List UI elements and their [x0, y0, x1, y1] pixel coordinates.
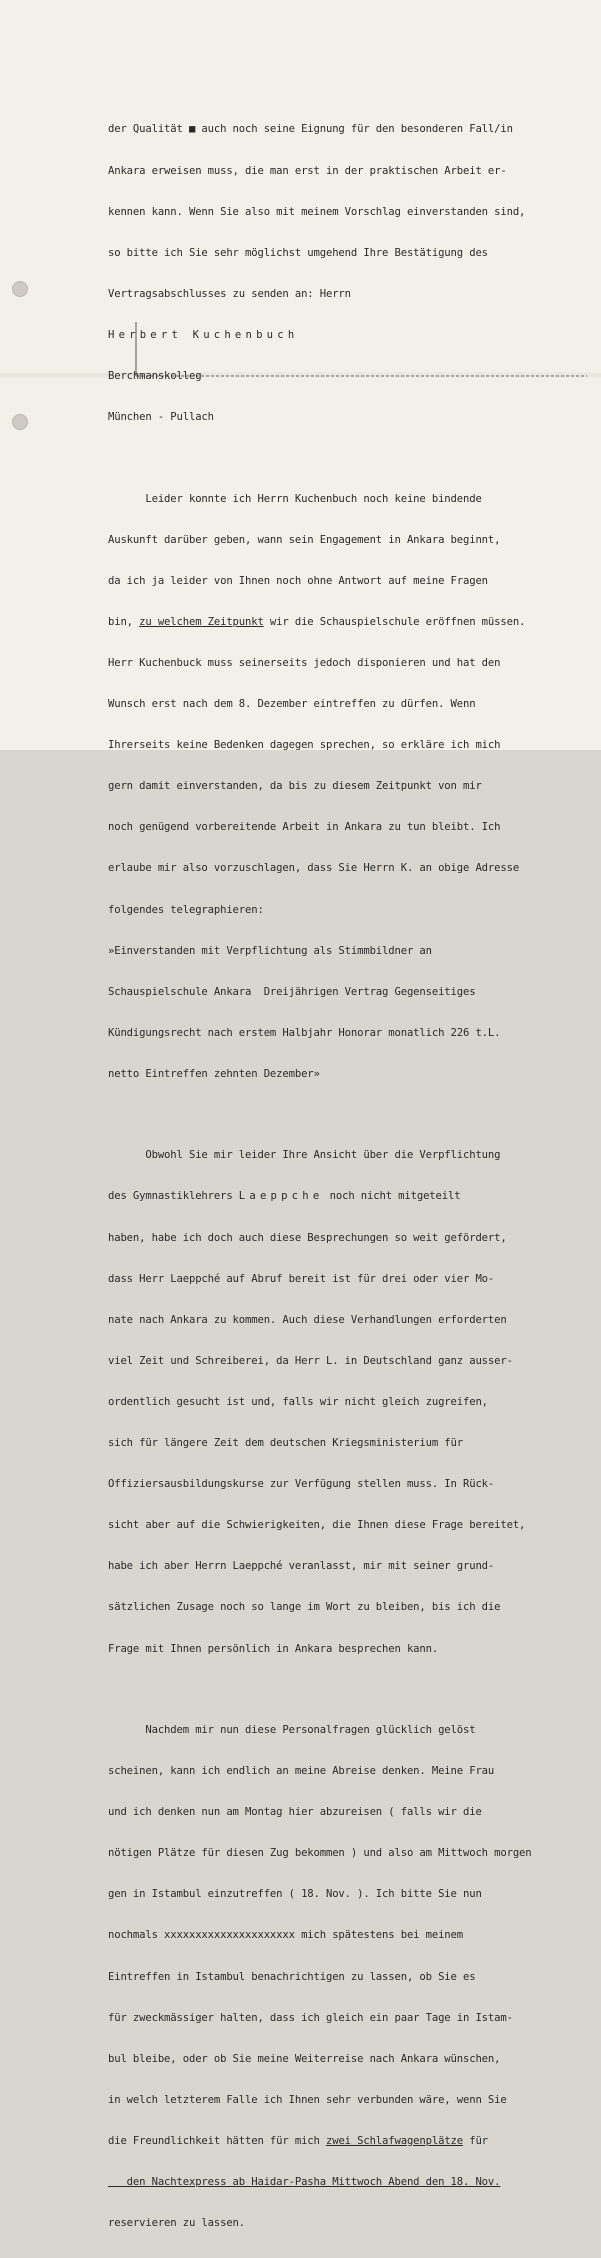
p2-line-5: Herr Kuchenbuck muss seinerseits jedoch disponieren und hat den — [108, 656, 501, 669]
p1-line-4: so bitte ich Sie sehr möglichst umgehend Ihre Bestätigung des — [108, 246, 488, 259]
p2-line-3: da ich ja leider von Ihnen noch ohne Antwort auf meine Fragen — [108, 574, 488, 587]
telegram-line-4: netto Eintreffen zehnten Dezember» — [108, 1067, 320, 1080]
punch-hole-lower — [12, 414, 28, 430]
p4-line-7: Eintreffen in Istambul benachrichtigen zu lassen, ob Sie es — [108, 1970, 476, 1983]
p4-line-3: und ich denken nun am Montag hier abzureisen ( falls wir die — [108, 1806, 482, 1819]
p3-line-8: sich für längere Zeit dem deutschen Kriegsministerium für — [108, 1437, 463, 1450]
p3-line-12: sätzlichen Zusage noch so lange im Wort zu bleiben, bis ich die — [108, 1601, 501, 1614]
p4-line-10: in welch letzterem Falle ich Ihnen sehr verbunden wäre, wenn Sie — [108, 2093, 507, 2106]
p3-line-13: Frage mit Ihnen persönlich in Ankara besprechen kann. — [108, 1642, 439, 1655]
telegram-line-3: Kündigungsrecht nach erstem Halbjahr Honorar monatlich 226 t.L. — [108, 1026, 501, 1039]
teacher-name-spaced: Laeppche — [238, 1190, 324, 1203]
p1-line-5: Vertragsabschlusses zu senden an: Herrn — [108, 287, 351, 300]
p2-line-4-post: wir die Schauspielschule eröffnen müssen. — [263, 615, 526, 628]
p3-line-10: sicht aber auf die Schwierigkeiten, die Ihnen diese Frage bereitet, — [108, 1519, 526, 1532]
address-street: Berchmanskolleg — [108, 369, 202, 382]
p2-line-7: Ihrerseits keine Bedenken dagegen sprechen, so erkläre ich mich — [108, 739, 501, 752]
p3-line-2 — [108, 1190, 578, 1204]
p4-line-2: scheinen, kann ich endlich an meine Abreise denken. Meine Frau — [108, 1765, 495, 1778]
p2-line-9: noch genügend vorbereitende Arbeit in Ankara zu tun bleibt. Ich — [108, 821, 501, 834]
p4-line-9: bul bleibe, oder ob Sie meine Weiterreise nach Ankara wünschen, — [108, 2052, 501, 2065]
p2-line-4 — [108, 616, 578, 630]
p4-line-8: für zweckmässiger halten, dass ich gleich ein paar Tage in Istam- — [108, 2011, 513, 2024]
p3-line-7: ordentlich gesucht ist und, falls wir nicht gleich zugreifen, — [108, 1395, 488, 1408]
address-city: München - Pullach — [108, 411, 214, 424]
address-name: Herbert Kuchenbuch — [108, 328, 299, 341]
p3-line-5: nate nach Ankara zu kommen. Auch diese Verhandlungen erforderten — [108, 1313, 507, 1326]
telegram-line-1: »Einverstanden mit Verpflichtung als Stimmbildner an — [108, 944, 432, 957]
p1-line-1: der Qualität ■ auch noch seine Eignung für den besonderen Fall/in — [108, 123, 513, 136]
p3-line-4: dass Herr Laeppché auf Abruf bereit ist für drei oder vier Mo- — [108, 1272, 495, 1285]
p4-line-11 — [108, 2135, 578, 2149]
p2-line-1: Leider konnte ich Herrn Kuchenbuch noch keine bindende — [108, 492, 482, 505]
p4-line-12: den Nachtexpress ab Haidar-Pasha Mittwoch Abend den 18. Nov. — [108, 2176, 501, 2189]
p4-line-11-post: für — [463, 2134, 488, 2147]
underlined-time-phrase: zu welchem Zeitpunkt — [139, 615, 264, 628]
p4-line-1: Nachdem mir nun diese Personalfragen glücklich gelöst — [108, 1724, 476, 1736]
p4-line-5: gen in Istambul einzutreffen ( 18. Nov. ). Ich bitte Sie nun — [108, 1888, 482, 1901]
p4-line-13: reservieren zu lassen. — [108, 2217, 246, 2230]
p2-line-4-pre: bin, — [108, 615, 140, 628]
letter-body — [108, 96, 578, 2258]
p2-line-6: Wunsch erst nach dem 8. Dezember eintreffen zu dürfen. Wenn — [108, 698, 476, 711]
p1-line-3: kennen kann. Wenn Sie also mit meinem Vorschlag einverstanden sind, — [108, 205, 526, 218]
p3-line-6: viel Zeit und Schreiberei, da Herr L. in Deutschland ganz ausser- — [108, 1354, 513, 1367]
p2-line-10: erlaube mir also vorzuschlagen, dass Sie Herrn K. an obige Adresse — [108, 862, 520, 875]
p3-line-11: habe ich aber Herrn Laeppché veranlasst, mir mit seiner grund- — [108, 1560, 495, 1573]
telegram-line-2: Schauspielschule Ankara Dreijährigen Vertrag Gegenseitiges — [108, 985, 476, 998]
p3-line-2-post: noch nicht mitgeteilt — [323, 1190, 461, 1203]
p2-line-8: gern damit einverstanden, da bis zu diesem Zeitpunkt von mir — [108, 780, 482, 793]
p1-line-2: Ankara erweisen muss, die man erst in der praktischen Arbeit er- — [108, 164, 507, 177]
p4-line-11-pre: die Freundlichkeit hätten für mich — [108, 2134, 326, 2147]
underlined-sleeper-places: zwei Schlafwagenplätze — [325, 2134, 463, 2147]
punch-hole-upper — [12, 281, 28, 297]
p2-line-2: Auskunft darüber geben, wann sein Engagement in Ankara beginnt, — [108, 533, 501, 546]
p4-line-4: nötigen Plätze für diesen Zug bekommen ) und also am Mittwoch morgen — [108, 1847, 532, 1860]
p3-line-9: Offiziersausbildungskurse zur Verfügung stellen muss. In Rück- — [108, 1478, 495, 1491]
p3-line-3: haben, habe ich doch auch diese Besprechungen so weit gefördert, — [108, 1231, 507, 1244]
p3-line-2-pre: des Gymnastiklehrers — [108, 1190, 239, 1203]
p2-line-11: folgendes telegraphieren: — [108, 903, 264, 916]
p3-line-1: Obwohl Sie mir leider Ihre Ansicht über die Verpflichtung — [108, 1149, 501, 1162]
p4-line-6: nochmals xxxxxxxxxxxxxxxxxxxxx mich spätestens bei meinem — [108, 1929, 463, 1942]
